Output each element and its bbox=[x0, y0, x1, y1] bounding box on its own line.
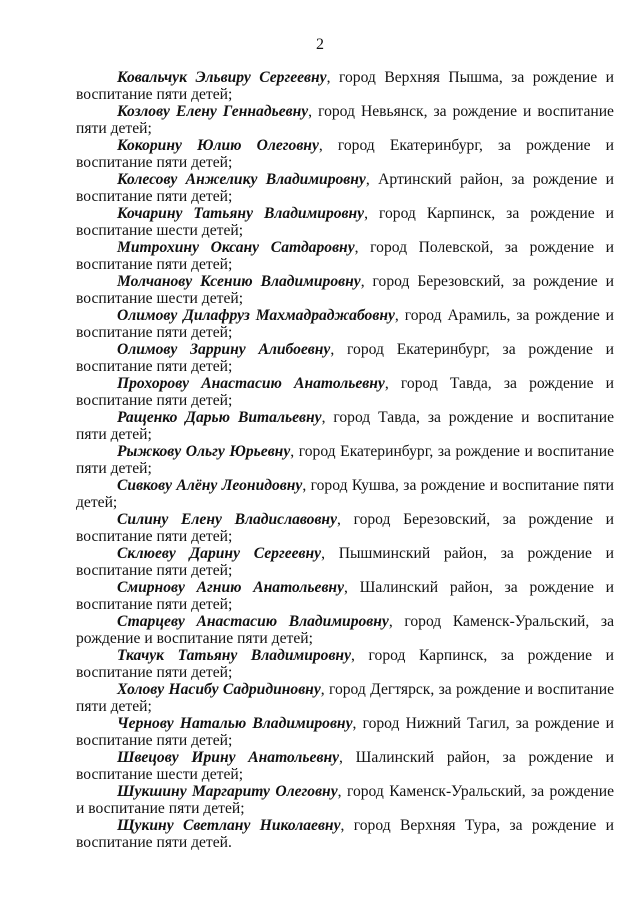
list-item bbox=[76, 817, 614, 851]
person-name: Колесову Анжелику Владимировну bbox=[117, 171, 366, 188]
entry-text: , город Кушва, за рождение и воспитание пяти детей; bbox=[76, 477, 614, 511]
person-name: Склюеву Дарину Сергеевну bbox=[117, 545, 322, 562]
person-name: Ращенко Дарью Витальевну bbox=[117, 409, 322, 426]
entry-text: , Пышминский район, за рождение и воспитание пяти детей; bbox=[76, 545, 614, 579]
entry-text: , город Екатеринбург, за рождение и воспитание пяти детей; bbox=[76, 137, 614, 171]
entry-text: , город Екатеринбург, за рождение и воспитание пяти детей; bbox=[76, 443, 614, 477]
entry-text: , город Карпинск, за рождение и воспитание пяти детей; bbox=[76, 647, 614, 681]
list-item bbox=[76, 613, 614, 647]
person-name: Ковальчук Эльвиру Сергеевну bbox=[117, 69, 327, 86]
list-item bbox=[76, 205, 614, 239]
person-name: Швецову Ирину Анатольевну bbox=[117, 749, 340, 766]
award-list bbox=[76, 69, 614, 851]
list-item bbox=[76, 681, 614, 715]
person-name: Старцеву Анастасию Владимировну bbox=[117, 613, 389, 630]
list-item bbox=[76, 69, 614, 103]
list-item bbox=[76, 443, 614, 477]
list-item bbox=[76, 545, 614, 579]
person-name: Чернову Наталью Владимировну bbox=[117, 715, 353, 732]
person-name: Шукшину Маргариту Олеговну bbox=[117, 783, 338, 800]
person-name: Ткачук Татьяну Владимировну bbox=[117, 647, 352, 664]
list-item bbox=[76, 511, 614, 545]
entry-text: , Шалинский район, за рождение и воспитание шести детей; bbox=[76, 749, 614, 783]
entry-text: , Артинский район, за рождение и воспитание пяти детей; bbox=[76, 171, 614, 205]
list-item bbox=[76, 239, 614, 273]
person-name: Холову Насибу Садридиновну bbox=[117, 681, 321, 698]
person-name: Молчанову Ксению Владимировну bbox=[117, 273, 361, 290]
entry-text: , город Верхняя Тура, за рождение и воспитание пяти детей. bbox=[76, 817, 614, 851]
page-number: 2 bbox=[316, 36, 324, 53]
person-name: Прохорову Анастасию Анатольевну bbox=[117, 375, 385, 392]
person-name: Кочарину Татьяну Владимировну bbox=[117, 205, 365, 222]
entry-text: , город Каменск-Уральский, за рождение и воспитание пяти детей; bbox=[76, 783, 614, 817]
list-item bbox=[76, 307, 614, 341]
person-name: Кокорину Юлию Олеговну bbox=[117, 137, 319, 154]
entry-text: , город Березовский, за рождение и воспитание шести детей; bbox=[76, 273, 614, 307]
entry-text: , город Дегтярск, за рождение и воспитание пяти детей; bbox=[76, 681, 614, 715]
list-item bbox=[76, 409, 614, 443]
list-item bbox=[76, 749, 614, 783]
entry-text: , город Екатеринбург, за рождение и воспитание пяти детей; bbox=[76, 341, 614, 375]
person-name: Сивкову Алёну Леонидовну bbox=[117, 477, 303, 494]
entry-text: , город Каменск-Уральский, за рождение и воспитание пяти детей; bbox=[76, 613, 614, 647]
person-name: Олимову Заррину Алибоевну bbox=[117, 341, 331, 358]
entry-text: , город Полевской, за рождение и воспитание пяти детей; bbox=[76, 239, 614, 273]
list-item bbox=[76, 171, 614, 205]
entry-text: , город Верхняя Пышма, за рождение и воспитание пяти детей; bbox=[76, 69, 614, 103]
list-item bbox=[76, 477, 614, 511]
entry-text: , Шалинский район, за рождение и воспитание пяти детей; bbox=[76, 579, 614, 613]
person-name: Щукину Светлану Николаевну bbox=[117, 817, 341, 834]
list-item bbox=[76, 103, 614, 137]
entry-text: , город Тавда, за рождение и воспитание пяти детей; bbox=[76, 409, 614, 443]
entry-text: , город Карпинск, за рождение и воспитание шести детей; bbox=[76, 205, 614, 239]
entry-text: , город Тавда, за рождение и воспитание пяти детей; bbox=[76, 375, 615, 409]
person-name: Рыжкову Ольгу Юрьевну bbox=[117, 443, 291, 460]
list-item bbox=[76, 273, 614, 307]
list-item bbox=[76, 137, 614, 171]
list-item bbox=[76, 375, 614, 409]
entry-text: , город Невьянск, за рождение и воспитание пяти детей; bbox=[76, 103, 614, 137]
list-item bbox=[76, 715, 614, 749]
list-item bbox=[76, 783, 614, 817]
entry-text: , город Нижний Тагил, за рождение и воспитание пяти детей; bbox=[76, 715, 614, 749]
entry-text: , город Арамиль, за рождение и воспитание пяти детей; bbox=[76, 307, 614, 341]
list-item bbox=[76, 647, 614, 681]
list-item bbox=[76, 341, 614, 375]
list-item bbox=[76, 579, 614, 613]
person-name: Олимову Дилафруз Махмадраджабовну bbox=[117, 307, 395, 324]
person-name: Смирнову Агнию Анатольевну bbox=[117, 579, 345, 596]
entry-text: , город Березовский, за рождение и воспитание пяти детей; bbox=[76, 511, 614, 545]
person-name: Силину Елену Владиславовну bbox=[117, 511, 337, 528]
person-name: Митрохину Оксану Сатдаровну bbox=[117, 239, 355, 256]
person-name: Козлову Елену Геннадьевну bbox=[117, 103, 309, 120]
